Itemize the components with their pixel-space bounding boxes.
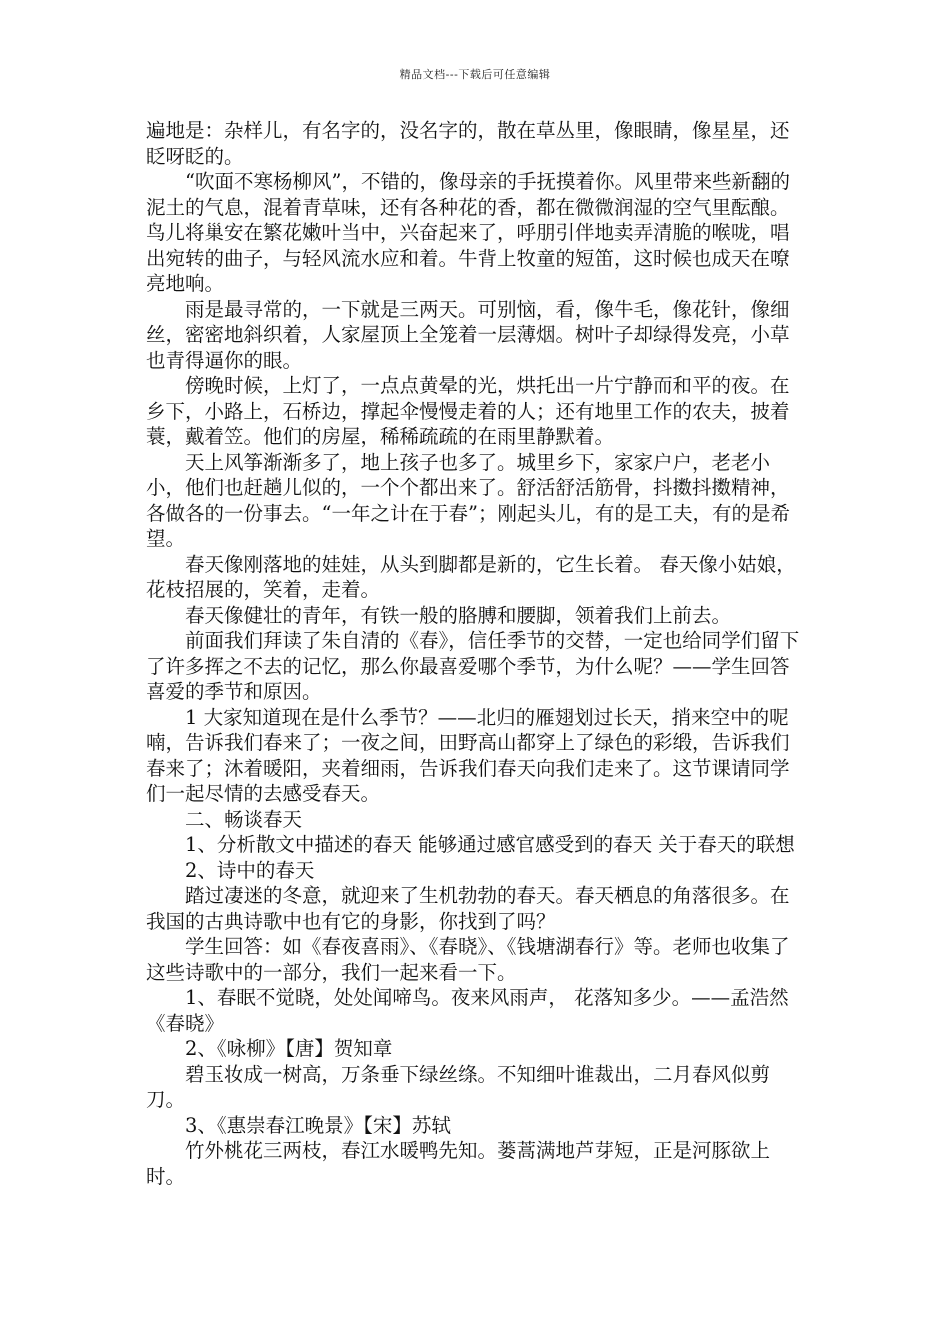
poem: 竹外桃花三两枝，春江水暖鸭先知。蒌蒿满地芦芽短，正是河豚欲上时。: [146, 1139, 771, 1188]
paragraph: 1 大家知道现在是什么季节？——北归的雁翅划过长天，捎来空中的呢喃，告诉我们春来了；一夜之间，田野高山都穿上了绿色的彩缎，告诉我们春来了；沐着暖阳，夹着细雨，告诉我们春天向我们走来了。这节课请同学们一起尽情的去感受春天。: [146, 705, 790, 805]
paragraph: 春天像健壮的青年，有铁一般的胳膊和腰脚，领着我们上前去。: [185, 603, 732, 627]
poem-title: 2、《咏柳》【唐】贺知章: [185, 1037, 393, 1060]
paragraph: 前面我们拜读了朱自清的《春》，信任季节的交替，一定也给同学们留下了许多挥之不去的记忆，那么你最喜爱哪个季节，为什么呢？——学生回答喜爱的季节和原因。: [146, 629, 800, 703]
poem-title: 3、《惠崇春江晚景》【宋】苏轼: [185, 1113, 451, 1137]
subsection-heading: 2、诗中的春天: [185, 858, 315, 882]
poem: 1、春眠不觉晓，处处闻啼鸟。夜来风雨声， 花落知多少。——孟浩然《春晓》: [146, 986, 789, 1035]
paragraph: 踏过凄迷的冬意，就迎来了生机勃勃的春天。春天栖息的角落很多。在我国的古典诗歌中也有它的身影，你找到了吗？: [146, 884, 790, 933]
section-heading: 二、畅谈春天: [185, 807, 303, 831]
paragraph: 春天像刚落地的娃娃，从头到脚都是新的，它生长着。 春天像小姑娘，花枝招展的，笑着，走着。: [146, 552, 796, 601]
paragraph: 天上风筝渐渐多了，地上孩子也多了。城里乡下，家家户户，老老小小，他们也赶趟儿似的，一个个都出来了。舒活舒活筋骨，抖擞抖擞精神，各做各的一份事去。“一年之计在于春”；刚起头儿，有的是工夫，有的是希望。: [146, 450, 790, 550]
paragraph: 1、分析散文中描述的春天 能够通过感官感受到的春天 关于春天的联想: [185, 833, 795, 856]
paragraph: 学生回答：如《春夜喜雨》、《春晓》、《钱塘湖春行》等。老师也收集了这些诗歌中的一部分，我们一起来看一下。: [146, 935, 790, 984]
page-header: 精品文档---下载后可任意编辑: [399, 68, 551, 81]
paragraph: 雨是最寻常的，一下就是三两天。可别恼，看，像牛毛，像花针，像细丝，密密地斜织着，人家屋顶上全笼着一层薄烟。树叶子却绿得发亮，小草也青得逼你的眼。: [146, 297, 790, 372]
paragraph: 傍晚时候，上灯了，一点点黄晕的光，烘托出一片宁静而和平的夜。在乡下，小路上，石桥边，撑起伞慢慢走着的人；还有地里工作的农夫，披着蓑，戴着笠。他们的房屋，稀稀疏疏的在雨里静默着。: [146, 374, 790, 448]
poem: 碧玉妆成一树高，万条垂下绿丝绦。不知细叶谁裁出，二月春风似剪刀。: [146, 1062, 771, 1111]
document-body: [146, 118, 806, 1189]
paragraph: “吹面不寒杨柳风”，不错的，像母亲的手抚摸着你。风里带来些新翻的泥土的气息，混着青草味，还有各种花的香，都在微微润湿的空气里酝酿。鸟儿将巢安在繁花嫩叶当中，兴奋起来了，呼朋引伴地卖弄清脆的喉咙，唱出宛转的曲子，与轻风流水应和着。牛背上牧童的短笛，这时候也成天在嘹亮地响。: [146, 170, 790, 295]
paragraph: 遍地是：杂样儿，有名字的，没名字的，散在草丛里，像眼睛，像星星，还眨呀眨的。: [146, 119, 790, 168]
